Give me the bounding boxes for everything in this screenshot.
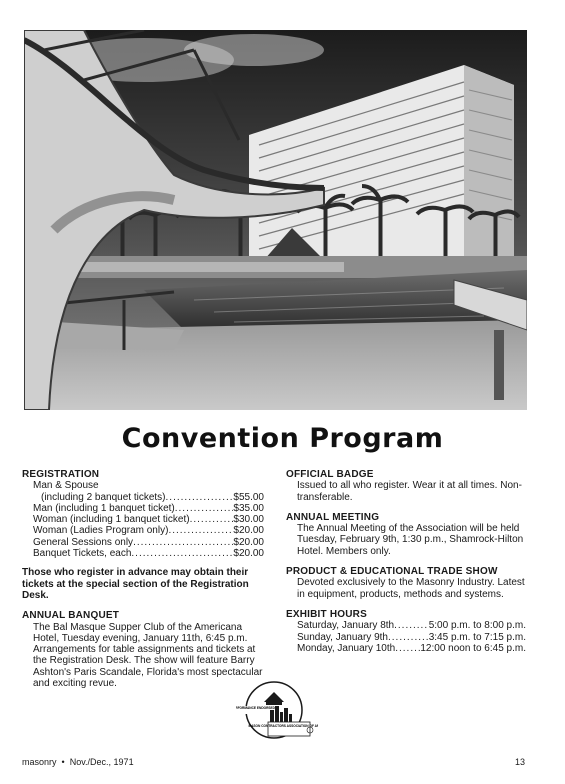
publication-name: masonry	[22, 757, 57, 767]
price-row	[33, 537, 264, 548]
schedule-time: 3:45 p.m. to 7:15 p.m.	[428, 631, 526, 643]
page-title: Convention Program	[121, 423, 444, 454]
price-amount: $20.00	[233, 536, 264, 548]
footer-publication	[22, 757, 134, 767]
page-number: 13	[515, 757, 526, 767]
registration-subheading: Man & Spouse	[33, 480, 99, 492]
price-label: Woman (Ladies Program only)	[33, 525, 169, 537]
price-label: Woman (including 1 banquet ticket)	[33, 514, 190, 526]
schedule-day: Saturday, January 8th	[297, 620, 395, 632]
price-row	[33, 514, 264, 525]
tradeshow-text: Devoted exclusively to the Masonry Industry. Latest in equipment, products, methods and systems.	[297, 577, 525, 600]
meeting-heading: ANNUAL MEETING	[286, 511, 380, 523]
issue-date: Nov./Dec., 1971	[69, 757, 134, 767]
price-amount: $20.00	[233, 548, 264, 560]
seal-text-right: MASON CONTRACTORS ASSOCIATION OF A	[248, 724, 317, 728]
banquet-section	[22, 610, 264, 689]
schedule-row	[297, 620, 526, 631]
right-column	[286, 469, 526, 654]
price-label: (including 2 banquet tickets)	[41, 491, 166, 503]
badge-section	[286, 469, 526, 503]
advance-registration-note: Those who register in advance may obtain their tickets at the special section of the Registration Desk.	[22, 567, 249, 601]
exhibit-schedule	[297, 620, 526, 654]
meeting-section	[286, 512, 526, 557]
schedule-time: 12:00 noon to 6:45 p.m.	[420, 642, 526, 654]
registration-section	[22, 469, 264, 601]
price-label: Banquet Tickets, each	[33, 548, 132, 560]
left-column	[22, 469, 264, 689]
badge-heading: OFFICIAL BADGE	[286, 469, 374, 480]
schedule-day: Monday, January 10th	[297, 642, 396, 654]
footer-bullet: •	[61, 757, 65, 767]
hotel-pool-photo	[24, 30, 527, 410]
price-row	[33, 492, 264, 503]
badge-text: Issued to all who register. Wear it at all times. Non-transferable.	[297, 480, 522, 503]
registration-body	[33, 480, 264, 559]
exhibit-heading: EXHIBIT HOURS	[286, 608, 367, 620]
schedule-row	[297, 643, 526, 654]
seal-text-left: RFORMANCE ENDORSED	[236, 706, 275, 710]
price-label: General Sessions only	[33, 536, 134, 548]
price-row	[33, 525, 264, 536]
price-amount: $35.00	[233, 502, 264, 514]
registration-heading: REGISTRATION	[22, 469, 100, 480]
tradeshow-heading: PRODUCT & EDUCATIONAL TRADE SHOW	[286, 566, 498, 578]
meeting-text: The Annual Meeting of the Association will be held Tuesday, February 9th, 1:30 p.m., Shamrock-Hilton Hotel. Members only.	[297, 523, 524, 557]
exhibit-section	[286, 609, 526, 654]
price-amount: $55.00	[233, 491, 264, 503]
schedule-row	[297, 632, 526, 643]
masonry-contractors-association-seal-icon	[236, 680, 318, 742]
price-row	[33, 503, 264, 514]
price-row	[33, 548, 264, 559]
price-amount: $20.00	[233, 525, 264, 537]
tradeshow-section	[286, 566, 526, 600]
price-label: Man (including 1 banquet ticket)	[33, 502, 175, 514]
banquet-text: The Bal Masque Supper Club of the Americana Hotel, Tuesday evening, January 11th, 6:45 p.m. Arrangements for table assignments and tickets at the Registration Desk. The show will feature Barry Ashton's Paris Scandale, Florida's most spectacular and exciting revue.	[33, 621, 263, 690]
schedule-time: 5:00 p.m. to 8:00 p.m.	[428, 620, 526, 632]
banquet-heading: ANNUAL BANQUET	[22, 610, 120, 622]
schedule-day: Sunday, January 9th	[297, 631, 388, 643]
price-amount: $30.00	[233, 514, 264, 526]
